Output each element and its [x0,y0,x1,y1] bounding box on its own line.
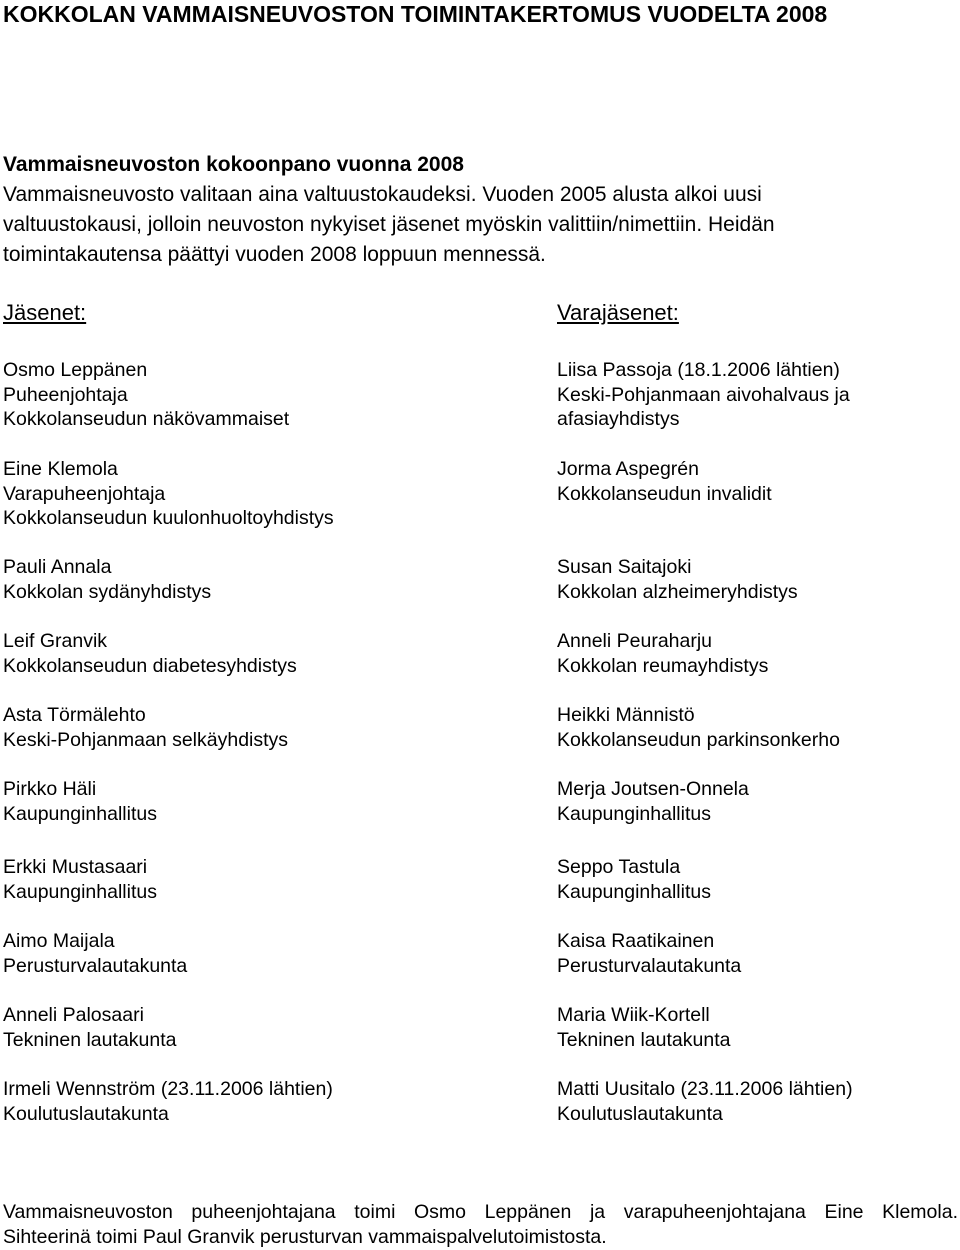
deputy-name: Maria Wiik-Kortell [557,1004,710,1026]
deputy-entry [557,358,850,432]
deputies-heading: Varajäsenet: [557,300,679,325]
deputy-name: Jorma Aspegrén [557,458,699,480]
deputy-entry [557,1077,853,1126]
member-role: Varapuheenjohtaja [3,482,166,505]
deputy-entry [557,1003,730,1052]
intro-line: toimintakautensa päättyi vuoden 2008 loppuun mennessä. [3,243,546,266]
deputy-role: Perusturvalautakunta [557,954,742,977]
member-role: Tekninen lautakunta [3,1028,177,1051]
member-name: Pirkko Häli [3,778,97,800]
member-entry [3,1077,333,1126]
deputy-entry [557,855,711,904]
member-name: Erkki Mustasaari [3,856,148,878]
deputy-name: Matti Uusitalo (23.11.2006 lähtien) [557,1078,853,1100]
deputy-role: Kokkolanseudun invalidit [557,482,772,505]
member-entry [3,777,157,826]
member-role: Kokkolanseudun näkövammaiset [3,408,290,430]
deputy-name: Heikki Männistö [557,704,695,726]
deputy-role: Kaupunginhallitus [557,880,711,903]
member-name: Pauli Annala [3,556,112,578]
member-entry [3,929,187,978]
member-role: Koulutuslautakunta [3,1102,169,1125]
member-role: Kokkolan sydänyhdistys [3,580,212,603]
deputy-entry [557,555,798,604]
document-title: KOKKOLAN VAMMAISNEUVOSTON TOIMINTAKERTOMUS VUODELTA 2008 [3,1,828,27]
member-name: Leif Granvik [3,630,108,652]
member-name: Asta Törmälehto [3,704,146,726]
member-role: Kokkolanseudun kuulonhuoltoyhdistys [3,507,334,529]
deputy-role: Kokkolanseudun parkinsonkerho [557,728,840,751]
deputy-entry [557,703,840,752]
deputy-role: Kaupunginhallitus [557,802,711,825]
deputy-entry [557,629,768,678]
deputy-role: Koulutuslautakunta [557,1102,723,1125]
member-role: Kaupunginhallitus [3,802,157,825]
member-entry [3,703,288,752]
deputy-name: Seppo Tastula [557,856,681,878]
deputy-entry [557,457,772,506]
deputy-name: Merja Joutsen-Onnela [557,778,749,800]
member-role: Perusturvalautakunta [3,954,188,977]
members-heading: Jäsenet: [3,300,87,325]
deputy-name: Anneli Peuraharju [557,630,713,652]
footer-paragraph [3,1200,958,1250]
deputy-role: Tekninen lautakunta [557,1028,731,1051]
member-entry [3,1003,176,1052]
deputy-name: Kaisa Raatikainen [557,930,715,952]
member-entry [3,855,157,904]
deputy-name: Liisa Passoja (18.1.2006 lähtien) [557,359,840,381]
member-name: Irmeli Wennström (23.11.2006 lähtien) [3,1078,333,1100]
deputy-role: Keski-Pohjanmaan aivohalvaus ja [557,383,850,406]
deputy-role: afasiayhdistys [557,408,680,430]
member-entry [3,555,211,604]
deputy-entry [557,929,741,978]
member-role: Puheenjohtaja [3,383,128,406]
member-role: Keski-Pohjanmaan selkäyhdistys [3,728,289,751]
member-entry [3,358,289,432]
deputy-entry [557,777,749,826]
deputy-role: Kokkolan alzheimeryhdistys [557,580,798,603]
member-entry [3,629,297,678]
deputy-role: Kokkolan reumayhdistys [557,654,769,677]
member-entry [3,457,334,531]
member-name: Osmo Leppänen [3,359,148,381]
footer-line: Vammaisneuvoston puheenjohtajana toimi Osmo Leppänen ja varapuheenjohtajana Eine Klemola. [3,1201,958,1223]
intro-line: Vammaisneuvosto valitaan aina valtuustokaudeksi. Vuoden 2005 alusta alkoi uusi [3,183,762,206]
intro-paragraph [3,180,953,270]
member-role: Kaupunginhallitus [3,880,157,903]
intro-line: valtuustokausi, jolloin neuvoston nykyiset jäsenet myöskin valittiin/nimettiin. Heidän [3,213,775,236]
member-role: Kokkolanseudun diabetesyhdistys [3,654,297,677]
section-heading: Vammaisneuvoston kokoonpano vuonna 2008 [3,153,464,176]
member-name: Eine Klemola [3,458,118,480]
footer-line: Sihteerinä toimi Paul Granvik perusturvan vammaispalvelutoimistosta. [3,1226,607,1248]
member-name: Aimo Maijala [3,930,115,952]
member-name: Anneli Palosaari [3,1004,144,1026]
deputy-name: Susan Saitajoki [557,556,692,578]
